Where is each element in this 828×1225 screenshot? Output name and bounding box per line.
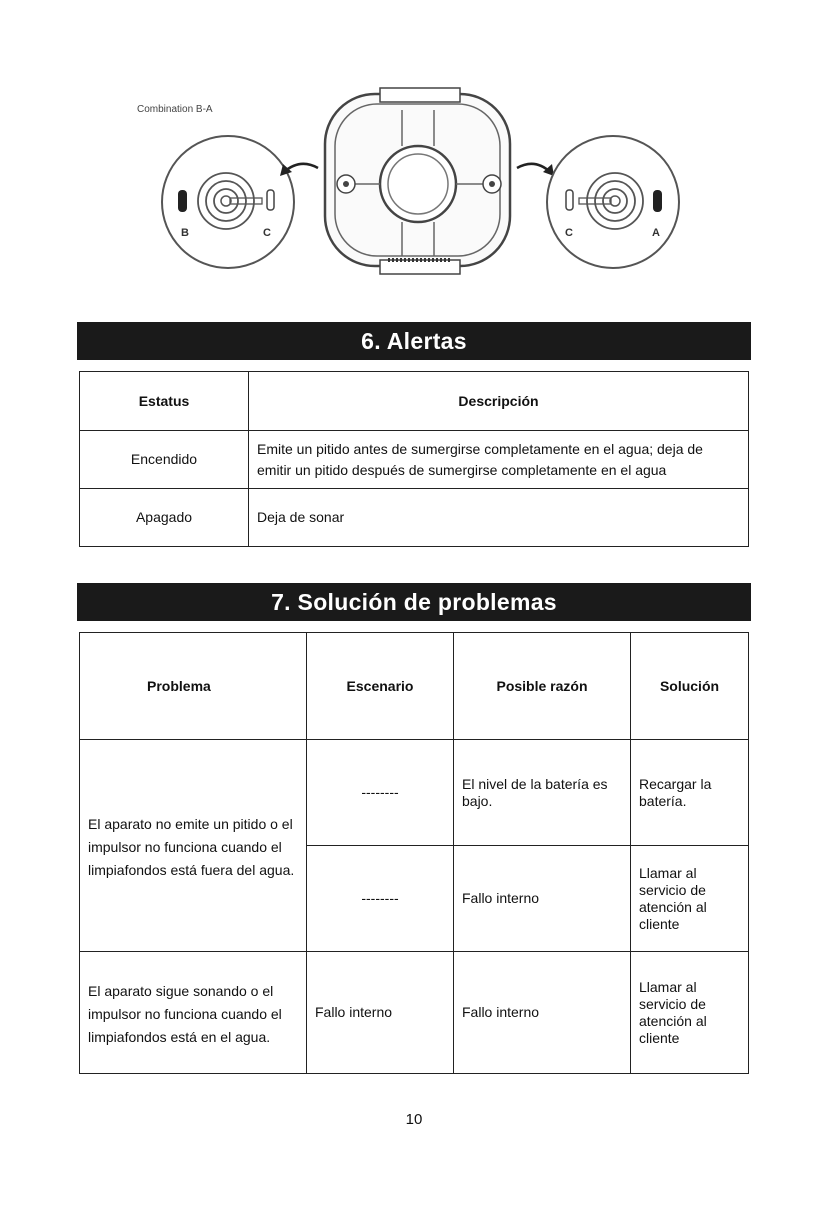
scenario-cell: Fallo interno <box>307 952 454 1074</box>
reason-cell: El nivel de la batería es bajo. <box>454 740 631 846</box>
table-header-row <box>80 633 749 740</box>
description-cell: Emite un pitido antes de sumergirse completamente en el agua; deja de emitir un pitido después de sumergirse completamente en el agua <box>249 431 749 489</box>
section-title-alertas: 6. Alertas <box>77 322 751 360</box>
section-title-solucion: 7. Solución de problemas <box>77 583 751 621</box>
reason-cell: Fallo interno <box>454 846 631 952</box>
combination-diagram-svg <box>120 80 700 280</box>
troubleshooting-table <box>79 632 749 1074</box>
table-row <box>80 952 749 1074</box>
header-descripcion: Descripción <box>249 372 749 431</box>
problem-cell: El aparato sigue sonando o el impulsor no funciona cuando el limpiafondos está en el agua. <box>80 952 307 1074</box>
table-row <box>80 740 749 846</box>
solution-cell: Llamar al servicio de atención al cliente <box>631 846 749 952</box>
solution-cell: Recargar la batería. <box>631 740 749 846</box>
table-header-row <box>80 372 749 431</box>
left-letter-c: C <box>263 227 271 239</box>
right-detail-circle <box>547 136 679 268</box>
left-detail-circle <box>162 136 294 268</box>
status-cell: Apagado <box>80 489 249 547</box>
cleaner-device-top-view <box>325 88 510 274</box>
problem-cell: El aparato no emite un pitido o el impulsor no funciona cuando el limpiafondos está fuera del agua. <box>80 740 307 952</box>
alerts-table <box>79 371 749 547</box>
left-letter-b: B <box>181 227 189 239</box>
reason-cell: Fallo interno <box>454 952 631 1074</box>
table-row <box>80 489 749 547</box>
description-cell: Deja de sonar <box>249 489 749 547</box>
scenario-cell: -------- <box>307 846 454 952</box>
table-row <box>80 431 749 489</box>
page-number: 10 <box>405 1111 423 1128</box>
header-posible-razon: Posible razón <box>454 633 631 740</box>
header-problema: Problema <box>80 633 307 740</box>
diagram-label: Combination B-A <box>137 104 213 115</box>
solution-cell: Llamar al servicio de atención al cliente <box>631 952 749 1074</box>
header-estatus: Estatus <box>80 372 249 431</box>
scenario-cell: -------- <box>307 740 454 846</box>
right-letter-a: A <box>652 227 660 239</box>
status-cell: Encendido <box>80 431 249 489</box>
combination-diagram <box>120 80 700 280</box>
right-letter-c: C <box>565 227 573 239</box>
header-solucion: Solución <box>631 633 749 740</box>
header-escenario: Escenario <box>307 633 454 740</box>
